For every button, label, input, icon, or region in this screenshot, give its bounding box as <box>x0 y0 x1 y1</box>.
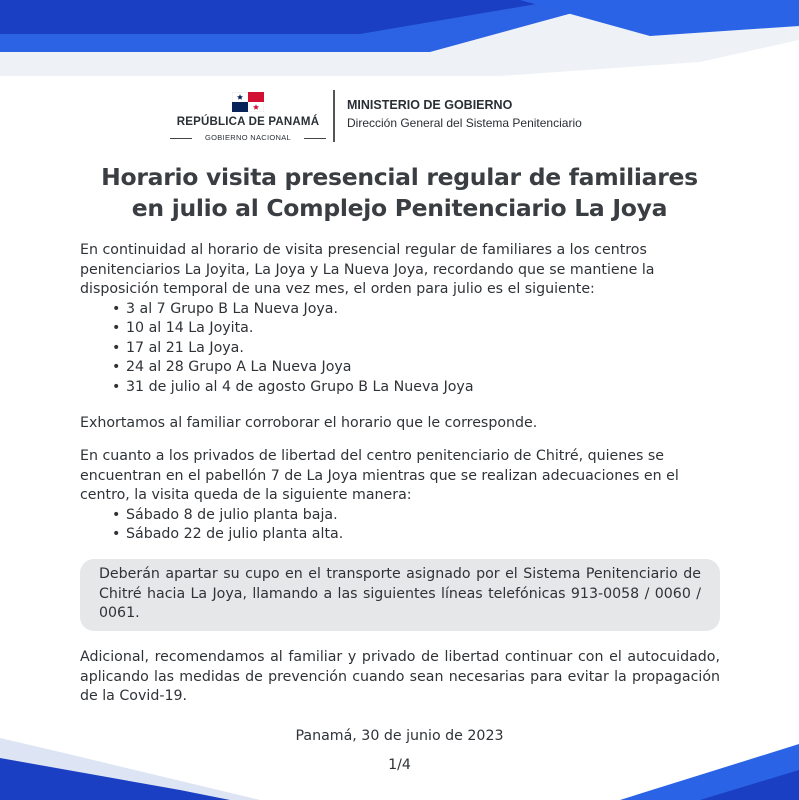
closing-paragraph <box>80 648 720 707</box>
header <box>0 88 799 148</box>
government-label <box>170 132 326 144</box>
intro-line-2: penitenciarios La Joyita, La Joya y La Nueva Joya, recordando que se mantiene la <box>80 261 655 278</box>
list-item: • Sábado 8 de julio planta baja. <box>80 506 720 526</box>
government-name: GOBIERNO NACIONAL <box>205 133 291 142</box>
chitre-line-1: En cuanto a los privados de libertad del centro penitenciario de Chitré, quienes se <box>80 448 665 464</box>
date-line: Panamá, 30 de junio de 2023 <box>295 728 504 744</box>
list-item: • 17 al 21 La Joya. <box>80 339 720 359</box>
note-text: Deberán apartar su cupo en el transporte asignado por el Sistema Penitenciario de Chitré hacia La Joya, llamando a las siguientes líneas telefónicas 913-0058 / 0060 / 0061. <box>99 566 701 621</box>
closing-text: Adicional, recomendamos al familiar y privado de libertad continuar con el autocuidado, aplicando las medidas de prevención cuando sean necesarias para evitar la propagación de la Covid-19. <box>80 649 720 704</box>
page-title <box>40 162 759 224</box>
list-item: • 31 de julio al 4 de agosto Grupo B La Nueva Joya <box>80 378 720 398</box>
page-number: 1/4 <box>388 757 411 773</box>
panama-flag-icon <box>232 92 264 112</box>
title-line-2: en julio al Complejo Penitenciario La Joya <box>131 194 668 222</box>
directorate-name: Dirección General del Sistema Penitenciario <box>347 116 582 130</box>
chitre-line-3: centro, la visita queda de la siguiente manera: <box>80 487 412 503</box>
republic-name: REPÚBLICA DE PANAMÁ <box>176 116 320 128</box>
schedule-list <box>80 300 720 398</box>
chitre-section <box>80 447 720 545</box>
intro-section <box>80 241 720 397</box>
list-item: • Sábado 22 de julio planta alta. <box>80 525 720 545</box>
header-divider <box>333 90 335 142</box>
list-item: • 3 al 7 Grupo B La Nueva Joya. <box>80 300 720 320</box>
intro-line-3: disposición temporal de una vez mes, el orden para julio es el siguiente: <box>80 281 595 297</box>
chitre-schedule-list <box>80 506 720 545</box>
exhort-text: Exhortamos al familiar corroborar el horario que le corresponde. <box>80 415 538 431</box>
list-item: • 24 al 28 Grupo A La Nueva Joya <box>80 358 720 378</box>
title-line-1: Horario visita presencial regular de familiares <box>101 163 698 191</box>
list-item: • 10 al 14 La Joyita. <box>80 319 720 339</box>
intro-line-1: En continuidad al horario de visita presencial regular de familiares a los centros <box>80 242 647 258</box>
ministry-name: MINISTERIO DE GOBIERNO <box>347 98 513 112</box>
chitre-line-2: encuentran en el pabellón 7 de La Joya mientras que se realizan adecuaciones en el <box>80 467 679 484</box>
exhort-paragraph <box>80 414 720 434</box>
